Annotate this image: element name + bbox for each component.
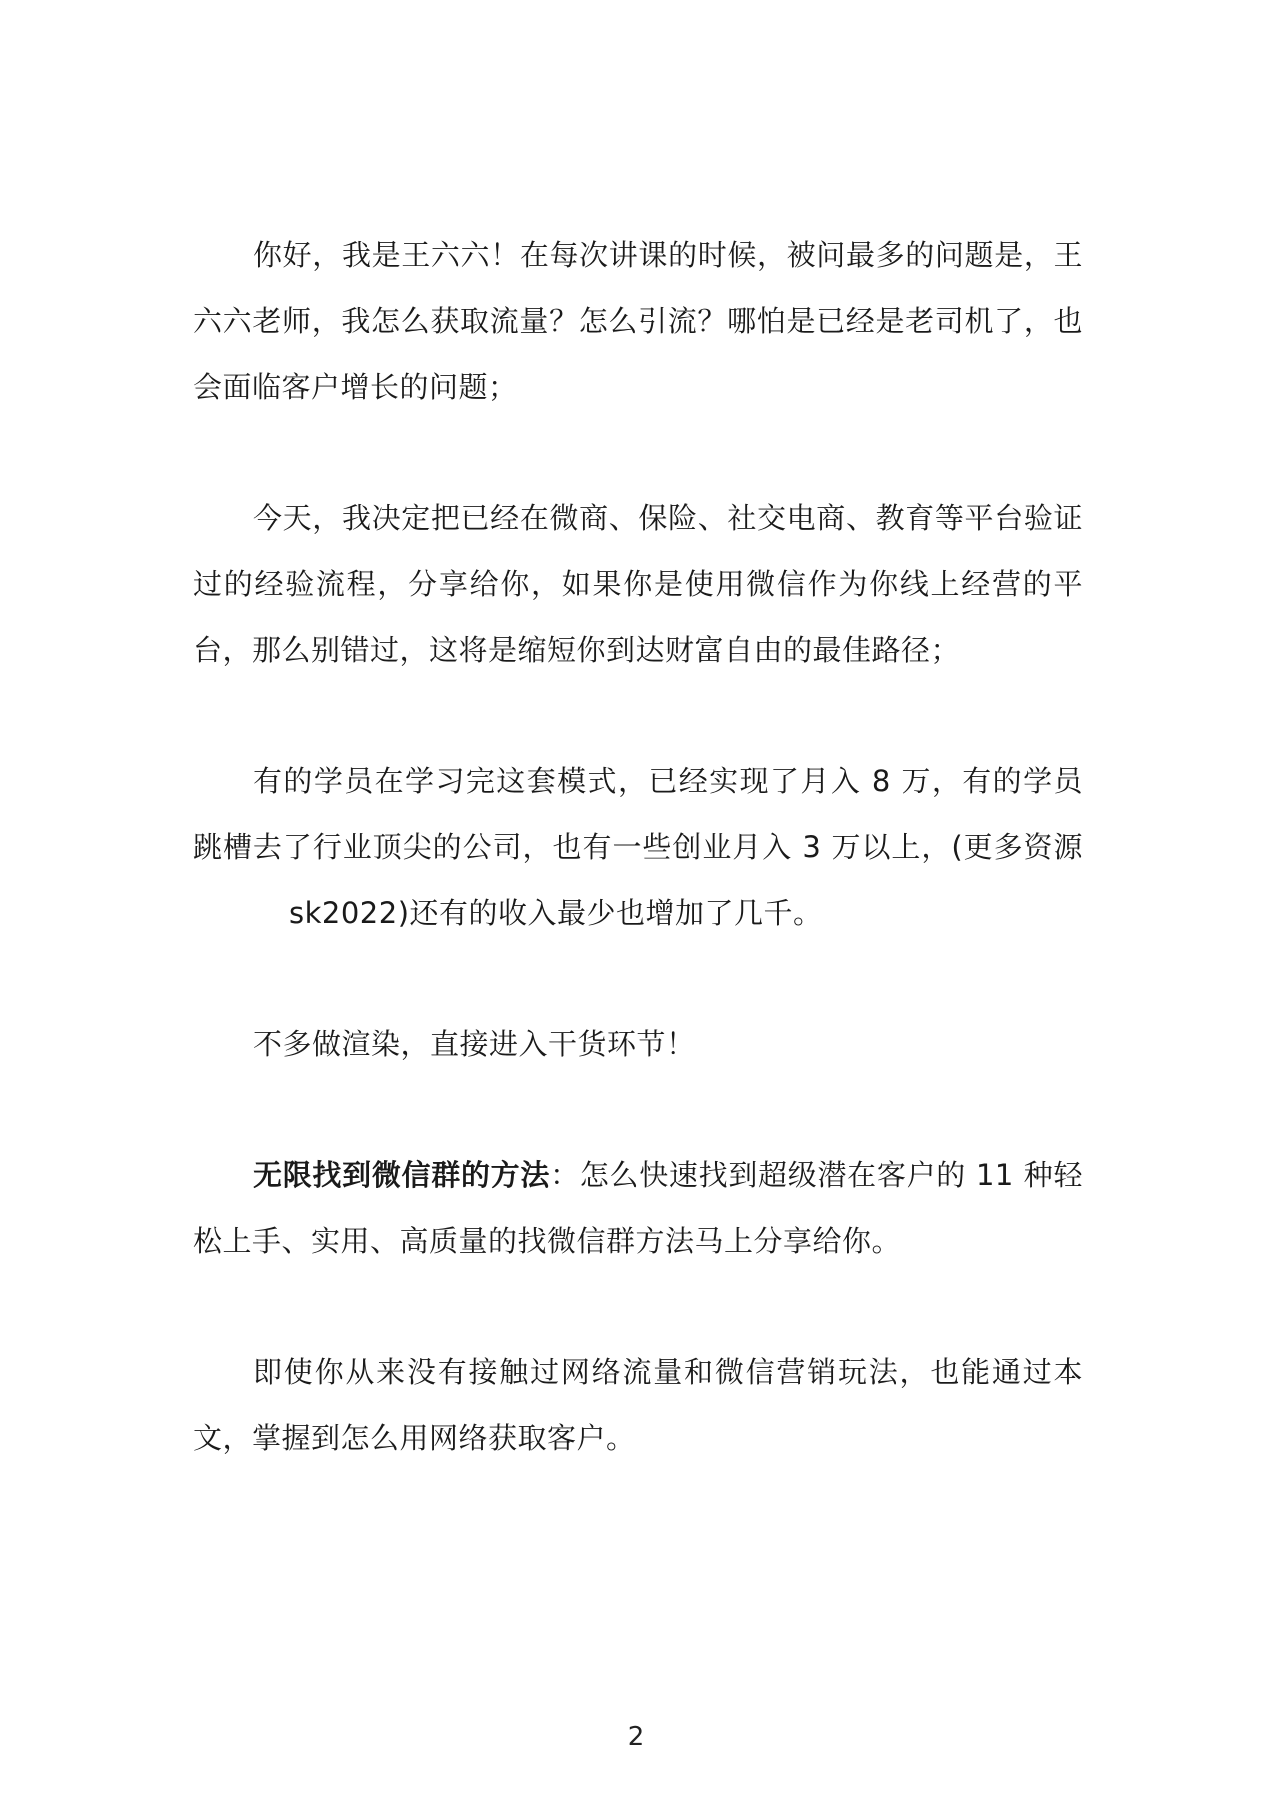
- paragraph-students-text-2: sk2022)还有的收入最少也增加了几千。: [289, 896, 823, 930]
- paragraph-intro: 你好，我是王六六！在每次讲课的时候，被问最多的问题是，王六六老师，我怎么获取流量？怎么引流？哪怕是已经是老司机了，也会面临客户增长的问题；: [193, 238, 1083, 404]
- page-number: 2: [627, 1722, 645, 1752]
- document-body: [193, 222, 1083, 1471]
- paragraph-students: [193, 748, 1083, 946]
- paragraph-students-text-1: 有的学员在学习完这套模式，已经实现了月入 8 万，有的学员跳槽去了行业顶尖的公司，也有一些创业月入 3 万以上，(更多资源: [193, 764, 1083, 864]
- method-description: ：怎么快速找到超级潜在客户的 11 种轻松上手、实用、高质量的找微信群方法马上分享给你。: [193, 1158, 1083, 1258]
- paragraph-today: 今天，我决定把已经在微商、保险、社交电商、教育等平台验证过的经验流程，分享给你，如果你是使用微信作为你线上经营的平台，那么别错过，这将是缩短你到达财富自由的最佳路径；: [193, 501, 1083, 667]
- paragraph-closing: 即使你从来没有接触过网络流量和微信营销玩法，也能通过本文，掌握到怎么用网络获取客户。: [193, 1355, 1083, 1455]
- paragraph-method: [193, 1142, 1083, 1274]
- paragraph-transition: 不多做渲染，直接进入干货环节！: [253, 1027, 696, 1061]
- method-heading: 无限找到微信群的方法: [253, 1158, 551, 1192]
